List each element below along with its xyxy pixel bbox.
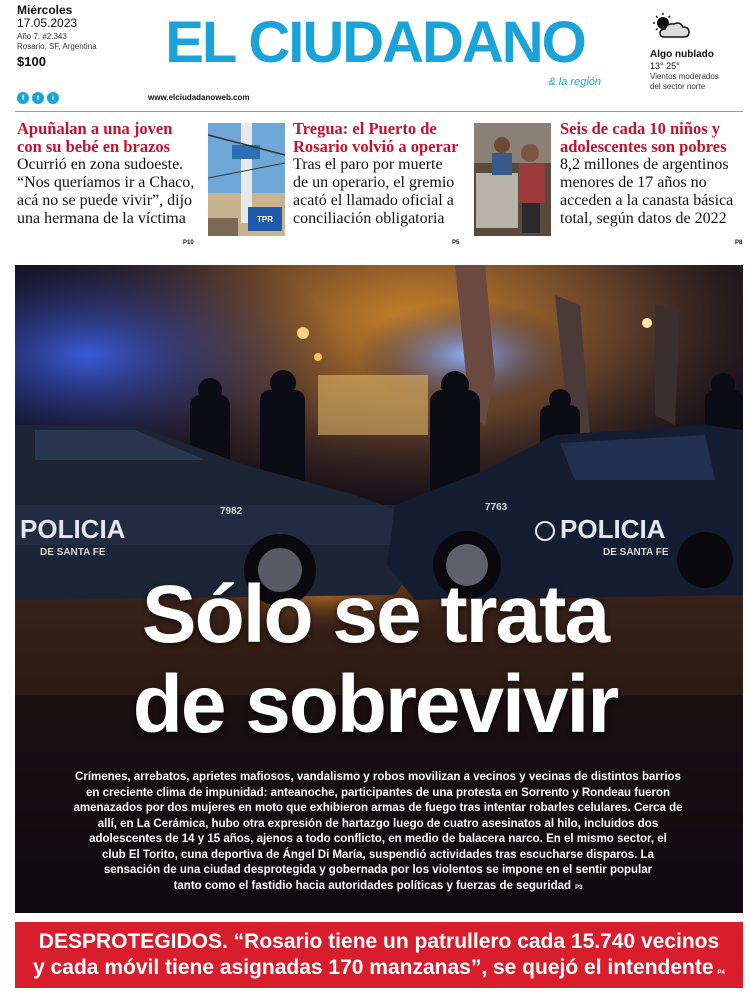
weather-temps: 13° 25°	[650, 61, 680, 71]
teaser-headline: Seis de cada 10 niños y adolescentes son pobres	[560, 119, 727, 156]
car-right-police-label: POLICIA	[560, 514, 666, 544]
teaser-body: Tras el paro por muerte de un operario, el gremio acató el llamado oficial a conciliación obligatoria	[293, 156, 455, 227]
teaser-port[interactable]	[293, 120, 463, 228]
teaser-page-ref: P8	[735, 240, 743, 246]
logo-tagline: & la región	[548, 76, 601, 88]
teaser-poverty[interactable]	[560, 120, 745, 228]
teaser-page-ref: P5	[452, 240, 460, 246]
issue-number: Año 7. #2.343	[17, 32, 67, 41]
teaser-headline: Apuñalan a una joven con su bebé en brazos	[17, 119, 173, 156]
lead-deck: Crímenes, arrebatos, aprietes mafiosos, vandalismo y robos movilizan a vecinos y vecinas de distintos barrios en creciente clima de impunidad: anteanoche, participantes de una protesta en Sorrento y Rondeau fueron amenazados por dos mujeres en moto que exhibieron armas de fuego tras intentar robarles celulares. Cerca de allí, en La Cerámica, hubo otra expresión de hartazgo luego de cuatro asesinatos al hilo, incluidos dos adolescentes de 14 y 15 años, ajenos a todo conflicto, en medio de balacera narco. En el mismo sector, el club El Torito, cuna deportiva de Ángel Di María, suspendió actividades tras escucharse disparos. La sensación de una ciudad desprotegida y gobernada por los violentos se impone en el sentir popular tanto como el fastidio hacia autoridades políticas y fuerzas de seguridad P3	[73, 771, 683, 892]
bottom-banner[interactable]	[15, 922, 743, 988]
weekday: Miércoles	[17, 3, 73, 17]
edition-info	[17, 4, 97, 69]
teaser-headline: Tregua: el Puerto de Rosario volvió a operar	[293, 119, 459, 156]
weather-wind-2: del sector norte	[650, 82, 706, 91]
price: $100	[17, 54, 46, 69]
teaser-stabbing[interactable]	[17, 120, 202, 228]
instagram-icon[interactable]: i	[47, 92, 59, 104]
edition-date: 17.05.2023	[17, 16, 78, 30]
masthead	[0, 0, 750, 112]
car-left-subtitle: DE SANTA FE	[40, 547, 106, 558]
partly-cloudy-icon	[650, 12, 692, 42]
port-photo[interactable]	[208, 123, 285, 236]
port-crane-image	[208, 123, 285, 236]
teaser-body: 8,2 millones de argentinos menores de 17 años no acceden a la canasta básica total, según datos de 2022	[560, 156, 734, 227]
newspaper-logo	[145, 5, 605, 88]
car-left-number: 7982	[220, 506, 243, 517]
poverty-image	[474, 123, 551, 236]
banner-page-ref: P4	[717, 970, 725, 976]
facebook-icon[interactable]: f	[17, 92, 29, 104]
lead-page-ref: P3	[575, 884, 583, 891]
masthead-divider	[15, 111, 743, 112]
weather-wind-1: Vientos moderados	[650, 72, 719, 81]
lead-headline[interactable]: Sólo se trata de sobrevivir	[132, 569, 618, 750]
teaser-body: Ocurrió en zona sudoeste. “Nos queríamos ir a Chaco, acá no se puede vivir”, dijo una hermana de la víctima	[17, 156, 195, 227]
banner-quote: DESPROTEGIDOS. “Rosario tiene un patrullero cada 15.740 vecinos y cada móvil tiene asignadas 170 manzanas”, se quejó el intendente P4	[33, 930, 725, 979]
car-right-number: 7763	[485, 502, 508, 513]
weather-box	[650, 12, 745, 92]
social-links	[17, 92, 59, 104]
weather-condition: Algo nublado	[650, 49, 714, 60]
edition-place: Rosario, SF, Argentina	[17, 42, 97, 51]
website-link[interactable]: www.elciudadanoweb.com	[148, 93, 250, 102]
teaser-page-ref: P10	[183, 240, 194, 246]
car-left-police-label: POLICIA	[20, 514, 126, 544]
svg-text:TPR: TPR	[257, 215, 273, 224]
car-right-subtitle: DE SANTA FE	[603, 547, 669, 558]
twitter-icon[interactable]: t	[32, 92, 44, 104]
logo-text: EL CIUDADANO	[165, 10, 585, 75]
poverty-photo[interactable]	[474, 123, 551, 236]
